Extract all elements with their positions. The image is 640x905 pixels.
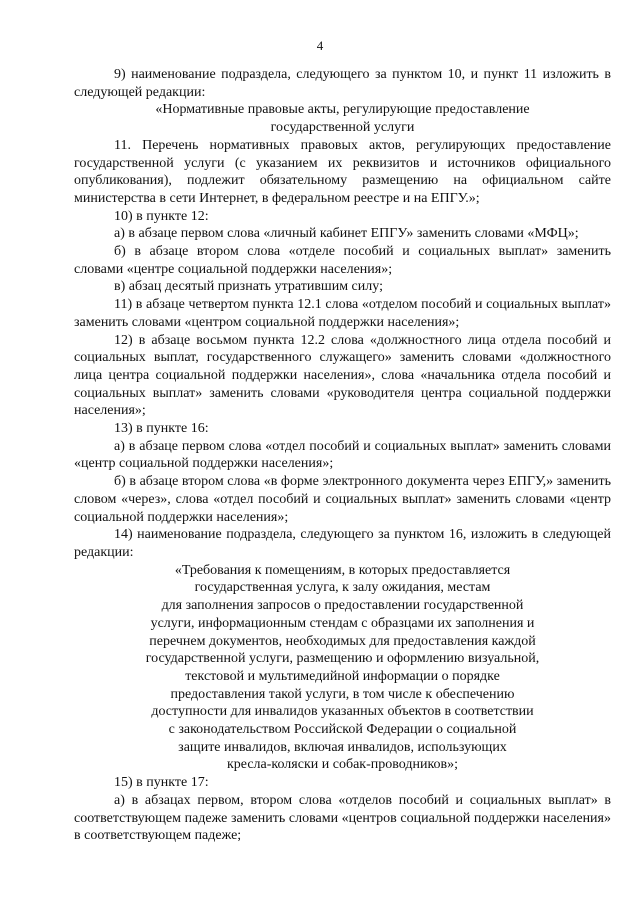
paragraph-item-13: 13) в пункте 16: — [114, 421, 209, 437]
heading-line: текстовой и мультимедийной информации о порядке — [185, 668, 500, 684]
paragraph-item-9: 9) наименование подраздела, следующего за пунктом 10, и пункт 11 изложить в следующей редакции: — [74, 67, 611, 100]
heading-line: для заполнения запросов о предоставлении государственной — [161, 598, 524, 614]
paragraph-item-10: 10) в пункте 12: — [114, 208, 209, 224]
heading-line: доступности для инвалидов указанных объектов в соответствии — [151, 704, 534, 720]
paragraph-subitem-v: в) абзац десятый признать утратившим силу; — [114, 279, 383, 295]
heading-line: предоставления такой услуги, в том числе к обеспечению — [170, 686, 515, 702]
heading-line: государственной услуги — [270, 120, 415, 136]
heading-line: с законодательством Российской Федерации о социальной — [168, 722, 517, 738]
heading-line: перечнем документов, необходимых для предоставления каждой — [149, 633, 536, 649]
heading-line: «Нормативные правовые акты, регулирующие предоставление — [155, 102, 530, 118]
page-number: 4 — [316, 38, 324, 53]
paragraph-subitem-b: б) в абзаце втором слова «в форме электронного документа через ЕПГУ,» заменить словом «через», слова «отдел пособий и социальных выплат» заменить словами «центр социальной поддержки населения»; — [74, 474, 611, 525]
paragraph-item-15: 15) в пункте 17: — [114, 775, 209, 791]
paragraph-subitem-a: а) в абзаце первом слова «отдел пособий и социальных выплат» заменить словами «центр социальной поддержки населения»; — [74, 438, 611, 472]
paragraph-item-11: 11) в абзаце четвертом пункта 12.1 слова «отделом пособий и социальных выплат» заменить словами «центром социальной поддержки населения»; — [74, 297, 611, 330]
paragraph-point-11: 11. Перечень нормативных правовых актов, регулирующих предоставление государственной услуги (с указанием их реквизитов и источников официального опубликования), подлежит обязательному размещению на официальном сайте министерства в сети Интернет, в федеральном реестре и на ЕПГУ.»; — [74, 137, 611, 206]
heading-line: государственной услуги, размещению и оформлению визуальной, — [145, 651, 540, 667]
heading-line: кресла-коляски и собак-проводников»; — [226, 757, 459, 773]
document-body — [74, 66, 611, 845]
heading-line: услуги, информационным стендам с образцами их заполнения и — [150, 615, 535, 631]
paragraph-item-12: 12) в абзаце восьмом пункта 12.2 слова «должностного лица отдела пособий и социальных выплат, государственного служащего» заменить словами «должностного лица центра социальной поддержки населения», слова «начальника отдела пособий и социальных выплат» заменить словами «руководителя центра социальной поддержки населения»; — [74, 332, 611, 419]
paragraph-subitem-a: а) в абзаце первом слова «личный кабинет ЕПГУ» заменить словами «МФЦ»; — [114, 226, 579, 242]
heading-line: защите инвалидов, включая инвалидов, использующих — [178, 739, 507, 755]
paragraph-item-14: 14) наименование подраздела, следующего за пунктом 16, изложить в следующей редакции: — [74, 527, 611, 560]
subsection-heading-premises — [106, 562, 579, 774]
subsection-heading-legal-acts — [74, 101, 611, 136]
paragraph-subitem-b: б) в абзаце втором слова «отделе пособий и социальных выплат» заменить словами «центре социальной поддержки населения»; — [74, 244, 611, 277]
heading-line: государственная услуга, к залу ожидания, местам — [194, 580, 491, 596]
heading-line: «Требования к помещениям, в которых предоставляется — [174, 562, 511, 578]
paragraph-subitem-a: а) в абзацах первом, втором слова «отделов пособий и социальных выплат» в соответствующем падеже заменить словами «центров социальной поддержки населения» в соответствующем падеже; — [74, 792, 611, 844]
